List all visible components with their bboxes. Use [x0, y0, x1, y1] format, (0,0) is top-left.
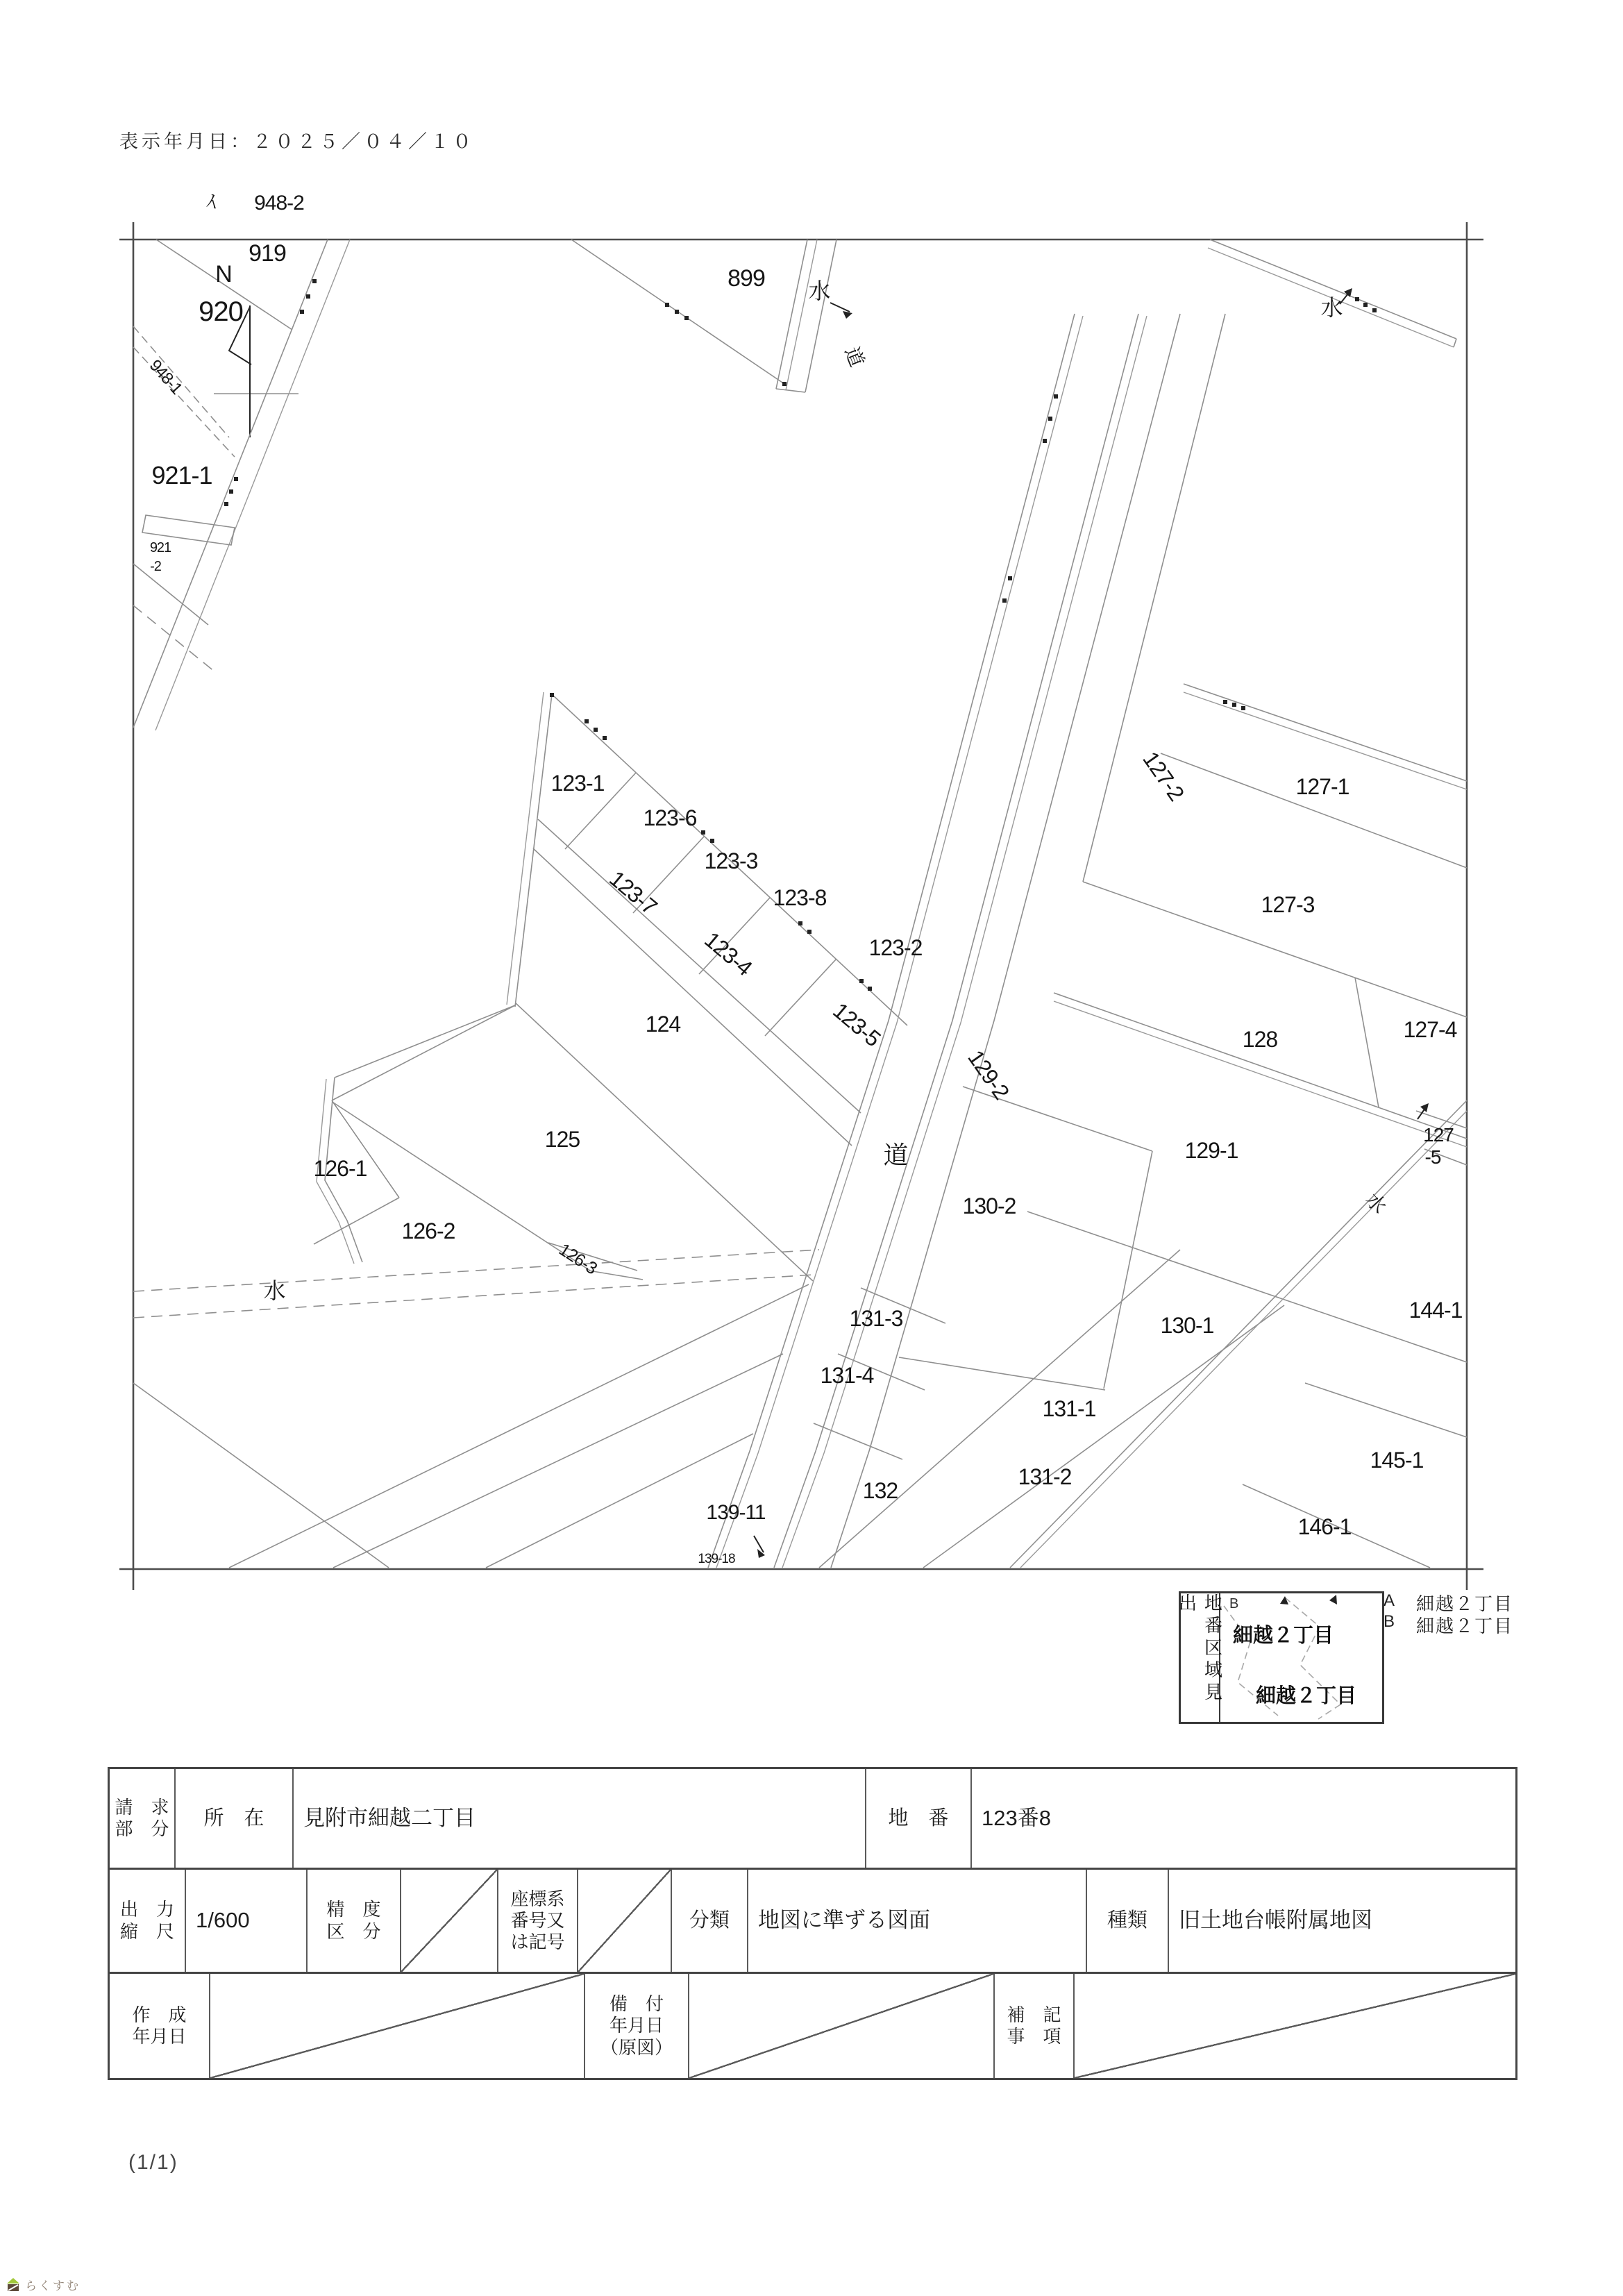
- map-label-139-18: 139-18: [698, 1552, 735, 1566]
- empty-diagonal-cell: [401, 1870, 498, 1972]
- map-label-127-4: 127-4: [1403, 1017, 1457, 1042]
- parcel-labels: [146, 190, 1463, 1566]
- map-label-124: 124: [645, 1012, 681, 1037]
- display-date: 表示年月日：２０２５／０４／１０: [119, 131, 475, 152]
- label-bitsuke-nengappi: 備 付 年月日 （原図）: [585, 1974, 689, 2078]
- table-row-2: [110, 1870, 1515, 1974]
- map-label-水: 水: [1320, 295, 1343, 320]
- map-label-123-5: 123-5: [828, 998, 886, 1052]
- map-label--2: -2: [150, 559, 161, 574]
- legend-area-label-2: 細越２丁目: [1256, 1685, 1357, 1707]
- map-label-128: 128: [1242, 1027, 1278, 1052]
- map-label-127-1: 127-1: [1295, 774, 1349, 799]
- map-label-125: 125: [544, 1127, 580, 1152]
- map-label-イ: イ: [200, 190, 224, 215]
- map-label-131-4: 131-4: [820, 1363, 874, 1388]
- label-shutsuryoku-shukushaku: 出 力 縮 尺: [110, 1870, 186, 1972]
- legend-title-vertical: 地番区域見出: [1181, 1593, 1220, 1722]
- value-shozai: 見附市細越二丁目: [294, 1769, 866, 1868]
- empty-diagonal-cell: [210, 1974, 585, 2078]
- label-zahyokei: 座標系 番号又 は記号: [498, 1870, 578, 1972]
- map-label-126-2: 126-2: [401, 1218, 455, 1243]
- map-label-145-1: 145-1: [1370, 1448, 1424, 1473]
- house-icon: [6, 2277, 21, 2293]
- map-label-水: 水: [263, 1278, 285, 1303]
- label-seido-kubun: 精 度 区 分: [308, 1870, 401, 1972]
- map-label-144-1: 144-1: [1408, 1298, 1463, 1323]
- empty-diagonal-cell: [578, 1870, 672, 1972]
- map-label-919: 919: [249, 240, 286, 267]
- map-label-127-2: 127-2: [1138, 746, 1189, 805]
- legend-side-area-a: 細越２丁目: [1416, 1593, 1514, 1614]
- document-info-table: [108, 1767, 1517, 2080]
- map-label-道: 道: [883, 1141, 908, 1169]
- map-label-130-2: 130-2: [962, 1193, 1016, 1218]
- map-label-130-1: 130-1: [1160, 1313, 1214, 1338]
- service-logo-text: らくすむ: [25, 2279, 81, 2293]
- map-label-126-3: 126-3: [555, 1239, 600, 1279]
- map-label-921-1: 921-1: [151, 461, 212, 489]
- label-shurui: 種類: [1087, 1870, 1169, 1972]
- label-hoki-jiko: 補 記 事 項: [995, 1974, 1075, 2078]
- map-label-道: 道: [841, 344, 868, 369]
- map-label-139-11: 139-11: [706, 1501, 766, 1524]
- map-label-146-1: 146-1: [1297, 1514, 1352, 1539]
- map-label-948-1: 948-1: [145, 355, 186, 398]
- map-label-129-2: 129-2: [963, 1045, 1014, 1104]
- value-chiban: 123番8: [982, 1805, 1051, 1830]
- map-label-899: 899: [728, 265, 765, 292]
- map-label-127: 127: [1423, 1124, 1454, 1146]
- map-label-131-1: 131-1: [1042, 1396, 1096, 1421]
- table-row-1: [110, 1769, 1515, 1870]
- label-chiban: 地 番: [866, 1769, 972, 1868]
- legend-area-label-1: 細越２丁目: [1233, 1625, 1334, 1647]
- map-label--5: -5: [1424, 1146, 1441, 1168]
- label-sakusei-nengappi: 作 成 年月日: [110, 1974, 210, 2078]
- map-label-920: 920: [199, 296, 243, 327]
- legend-box: [1176, 1591, 1384, 1724]
- map-label-123-1: 123-1: [550, 771, 605, 796]
- empty-diagonal-cell: [1075, 1974, 1515, 2078]
- page-number: (1/1): [128, 2151, 178, 2174]
- map-label-水: 水: [1361, 1189, 1390, 1218]
- map-label-123-8: 123-8: [773, 885, 827, 910]
- empty-diagonal-cell: [689, 1974, 995, 2078]
- map-label-123-4: 123-4: [700, 927, 757, 981]
- map-label-132: 132: [862, 1478, 898, 1503]
- value-shurui: 旧土地台帳附属地図: [1179, 1908, 1372, 1933]
- value-scale: 1/600: [186, 1870, 308, 1972]
- legend-marker-a: A: [1384, 1591, 1395, 1610]
- map-label-123-3: 123-3: [704, 848, 758, 873]
- legend-marker-b: B: [1384, 1612, 1395, 1631]
- label-shozai: 所 在: [176, 1769, 294, 1868]
- map-label-126-1: 126-1: [313, 1156, 367, 1181]
- legend-side-area-b: 細越２丁目: [1416, 1616, 1514, 1636]
- map-label-129-1: 129-1: [1184, 1138, 1238, 1163]
- boundary-dots: [224, 279, 1377, 991]
- map-label-123-6: 123-6: [643, 805, 697, 830]
- map-label-水: 水: [808, 278, 830, 303]
- map-label-131-2: 131-2: [1018, 1464, 1072, 1489]
- map-label-921: 921: [149, 540, 171, 555]
- map-label-948-2: 948-2: [254, 192, 304, 215]
- label-bunrui: 分類: [672, 1870, 748, 1972]
- map-label-123-2: 123-2: [868, 935, 923, 960]
- table-row-3: [110, 1974, 1515, 2078]
- map-label-127-3: 127-3: [1261, 892, 1315, 917]
- value-bunrui: 地図に準ずる図面: [748, 1870, 1087, 1972]
- service-logo: [6, 2276, 81, 2293]
- map-label-N: N: [215, 261, 232, 287]
- map-label-123-7: 123-7: [605, 866, 662, 920]
- label-seikyu-bubun: 請 求 部 分: [110, 1769, 176, 1868]
- map-label-131-3: 131-3: [849, 1306, 903, 1331]
- legend-inner-b-marker: B: [1229, 1596, 1239, 1611]
